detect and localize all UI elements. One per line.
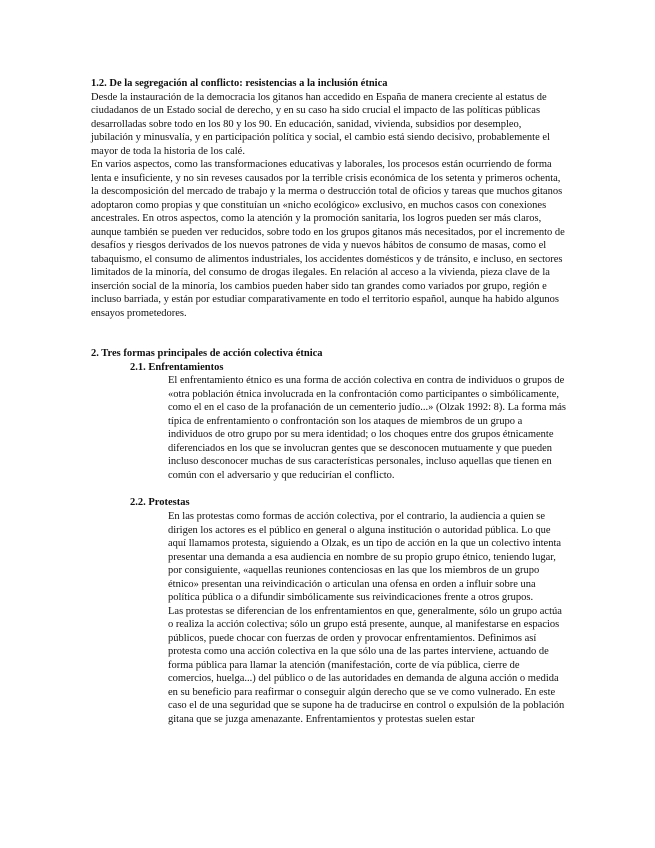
section-1-paragraph-2: En varios aspectos, como las transformaciones educativas y laborales, los procesos están ocurriendo de forma lenta e insuficiente, y no sin reveses causados por la terrible crisis económica de los setenta y primeros ochenta, la descomposición del mercado de trabajo y la merma o destrucción total de oficios y tareas que muchos gitanos adoptaron como propias y que constituían un «nicho ecológico» exclusivo, en muchos casos con conexiones ancestrales. En otros aspectos, como la atención y la promoción sanitaria, los logros pueden ser más claros, aunque también se pueden ver reducidos, sobre todo en los grupos gitanos más necesitados, por el incremento de desafíos y riesgos derivados de los nuevos patrones de vida y nuevos hábitos de consumo de masas, como el tabaquismo, el consumo de alimentos industriales, los accidentes domésticos y de tránsito, e incluso, en sectores limitados de la minoría, del consumo de drogas ilegales. En relación al acceso a la vivienda, pieza clave de la inserción social de la minoría, los cambios pueden haber sido tan grandes como variados por grupo, región e incluso barriada, y están por estudiar comparativamente en todo el territorio español, aunque ha habido algunos ensayos prometedores.: [91, 159, 565, 319]
subsection-2-1-heading: 2.1. Enfrentamientos: [130, 362, 224, 373]
section-1-paragraph-1: Desde la instauración de la democracia los gitanos han accedido en España de manera creciente al estatus de ciudadanos de un Estado social de derecho, y en su caso ha sido crucial el impacto de las políticas públicas desarrolladas sobre todo en los 80 y los 90. En educación, sanidad, vivienda, subsidios por desempleo, jubilación y minusvalía, y en participación política y social, el cambio está siendo decisivo, probablemente el mayor de toda la historia de los calé.: [91, 91, 550, 157]
section-1-heading: 1.2. De la segregación al conflicto: resistencias a la inclusión étnica: [91, 78, 388, 89]
subsection-2-2-paragraph-1: En las protestas como formas de acción colectiva, por el contrario, la audiencia a quien se dirigen los actores es el público en general o alguna institución o autoridad pública. Lo que aquí llamamos protesta, siguiendo a Olzak, es un tipo de acción en la que un colectivo intenta presentar una demanda a esa audiencia en nombre de su propio grupo étnico, teniendo lugar, por consiguiente, «aquellas reuniones contenciosas en las que los miembros de un grupo étnico» presentan una reivindicación o articulan una ofensa en orden a influir sobre una política pública o a difundir simbólicamente sus reivindicaciones frente a otros grupos.: [168, 511, 562, 603]
subsection-2-1-heading-block: [130, 361, 570, 375]
subsection-2-1-paragraph: El enfrentamiento étnico es una forma de acción colectiva en contra de individuos o grupos de «otra población étnica involucrada en la confrontación como participantes o simbólicamente, como el en el caso de la profanación de un cementerio judío...» (Olzak 1992: 8). La forma más típica de enfrentamiento o confrontación son los ataques de miembros de un grupo a individuos de otro grupo por su mera identidad; o los choques entre dos grupos étnicamente diferenciados en los que se involucran gentes que se desconocen mutuamente y que pueden incluso desconocer muchas de sus características personales, incluso aquellas que tienen en común con el adversario y que reducirían el conflicto.: [168, 375, 566, 481]
subsection-2-2-heading-block: [130, 496, 570, 510]
subsection-2-2-body: [168, 510, 566, 726]
subsection-2-1-body: [168, 374, 566, 482]
section-2-heading-block: [91, 347, 565, 361]
section-2-heading: 2. Tres formas principales de acción colectiva étnica: [91, 348, 323, 359]
subsection-2-2-heading: 2.2. Protestas: [130, 497, 190, 508]
subsection-2-2-paragraph-2: Las protestas se diferencian de los enfrentamientos en que, generalmente, sólo un grupo actúa o realiza la acción colectiva; sólo un grupo está presente, aunque, al manifestarse en espacios públicos, puede chocar con fuerzas de orden y provocar enfrentamientos. Definimos así protesta como una acción colectiva en la que sólo una de las partes interviene, actuando de forma pública para llamar la atención (manifestación, corte de vía pública, cierre de comercios, huelga...) del público o de las autoridades en demanda de alguna acción o medida en su beneficio para reafirmar o conseguir algún derecho que se ve como vulnerado. En este caso el de una seguridad que se supone ha de traducirse en control o expulsión de la población gitana que se juzga amenazante. Enfrentamientos y protestas suelen estar: [168, 605, 565, 725]
section-1: [91, 77, 565, 320]
